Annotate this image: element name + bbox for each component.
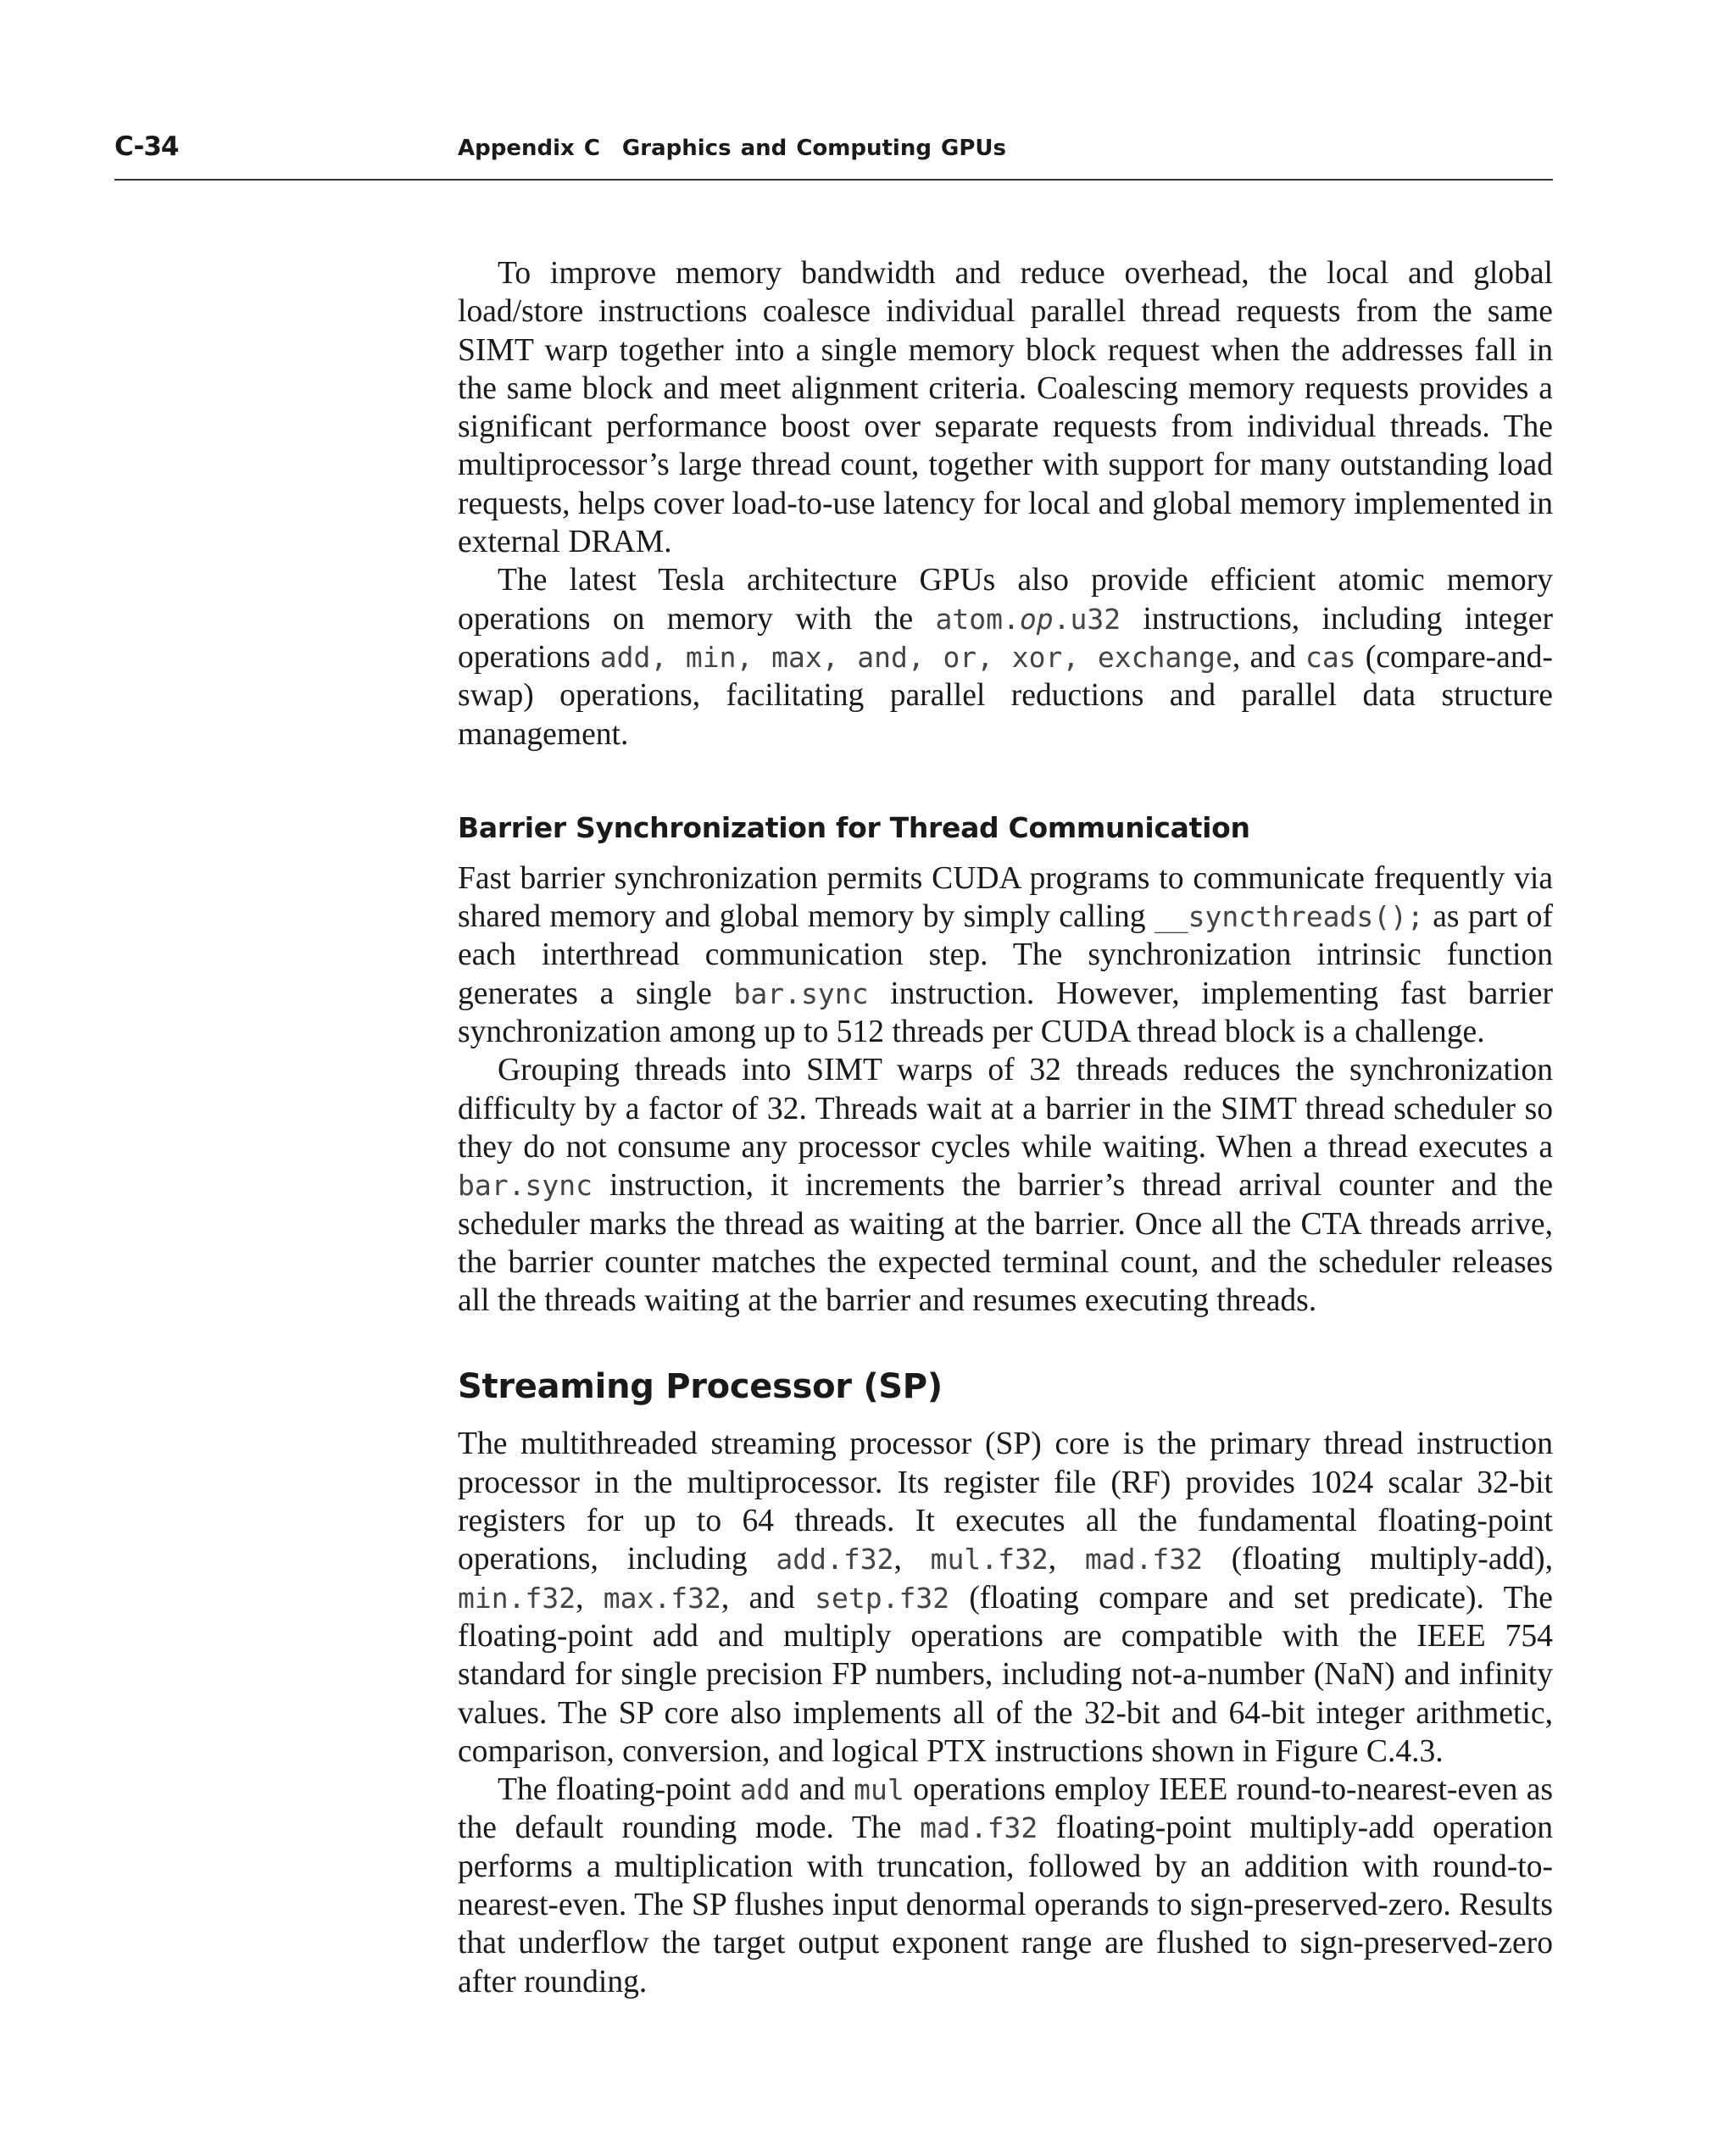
code-op: op: [1019, 602, 1054, 636]
paragraph-simt-warps: Grouping threads into SIMT warps of 32 threads reduces the synchronization difficulty by a factor of 32. Threads wait at a barrier in the SIMT thread scheduler so they do not consume any processor cycles while waiting. When a thread executes a bar.sync instruction, it increments the barrier’s thread arrival counter and the scheduler marks the thread as waiting at the barrier. Once all the CTA threads arrive, the barrier counter matches the expected terminal count, and the scheduler releases all the threads waiting at the barrier and resumes executing threads.: [458, 1053, 1553, 1319]
code-min-f32: min.f32: [458, 1581, 576, 1615]
code-bar-sync: bar.sync: [733, 976, 869, 1010]
paragraph-coalescing: To improve memory bandwidth and reduce overhead, the local and global load/store instructions coalesce individual parallel thread requests from the same SIMT warp together into a single memory block request when the addresses fall in the same block and meet alignment criteria. Coalescing memory requests provides a significant performance boost over separate requests from individual threads. The multiprocessor’s large thread count, together with support for many outstanding load requests, helps cover load-to-use latency for local and global memory implemented in external DRAM.: [458, 256, 1553, 560]
page-number: C-34: [114, 131, 179, 162]
code-add-f32: add.f32: [776, 1543, 894, 1577]
paragraph-rounding: The floating-point add and mul operations employ IEEE round-to-nearest-even as the default rounding mode. The mad.f32 floating-point multiply-add operation performs a multiplication with truncation, followed by an addition with round-to-nearest-even. The SP flushes input denormal operands to sign-preserved-zero. Results that underflow the target output exponent range are flushed to sign-preserved-zero after rounding.: [458, 1772, 1554, 1999]
section-head-streaming-processor: Streaming Processor (SP): [458, 1367, 943, 1407]
paragraph-atomic-ops: The latest Tesla architecture GPUs also provide efficient atomic memory operations on memory with the atom.op.u32 instructions, including integer operations add, min, max, and, or, xor, exchange, and cas (compare-and-swap) operations, facilitating parallel reductions and parallel data structure management.: [458, 563, 1553, 752]
header-rule: [114, 179, 1553, 181]
code-and: and: [857, 640, 908, 674]
code-mad-f32: mad.f32: [1084, 1543, 1203, 1577]
code-mul-f32: mul.f32: [930, 1543, 1049, 1577]
running-header: [0, 0, 1736, 186]
paragraph-sp-core: The multithreaded streaming processor (SP) core is the primary thread instruction processor in the multiprocessor. Its register file (RF) provides 1024 scalar 32-bit registers for up to 64 threads. It executes all the fundamental floating-point operations, including add.f32, mul.f32, mad.f32 (floating multiply-add), min.f32, max.f32, and setp.f32 (floating compare and set predicate). The floating-point add and multiply operations are compatible with the IEEE 754 standard for single precision FP numbers, including not-a-number (NaN) and infinity values. The SP core also implements all of the 32-bit and 64-bit integer arithmetic, comparison, conversion, and logical PTX instructions shown in Figure C.4.3.: [458, 1426, 1553, 1769]
body-text: [458, 254, 1553, 2001]
code-add: add: [739, 1773, 791, 1807]
paragraph-barrier-sync: Fast barrier synchronization permits CUDA programs to communicate frequently via shared memory and global memory by simply calling __syncthreads(); as part of each interthread communication step. The synchronization intrinsic function generates a single bar.sync instruction. However, implementing fast barrier synchronization among up to 512 threads per CUDA thread block is a challenge.: [458, 860, 1553, 1050]
code-mul: mul: [854, 1773, 904, 1807]
appendix-label: Appendix C: [458, 136, 600, 161]
code-exchange: exchange: [1097, 640, 1232, 674]
code-u32: .u32: [1053, 602, 1121, 636]
code-bar-sync: bar.sync: [458, 1169, 593, 1203]
code-atom: atom.: [935, 602, 1020, 636]
code-max: max: [771, 640, 822, 674]
code-add: add: [599, 640, 651, 674]
code-xor: xor: [1011, 640, 1063, 674]
code-max-f32: max.f32: [603, 1581, 721, 1615]
code-syncthreads: __syncthreads();: [1154, 900, 1424, 934]
code-cas: cas: [1305, 640, 1356, 674]
chapter-title: Graphics and Computing GPUs: [621, 136, 1006, 161]
code-mad-f32: mad.f32: [920, 1811, 1038, 1845]
subhead-barrier-sync: Barrier Synchronization for Thread Communication: [458, 810, 1250, 844]
running-head: [458, 136, 1006, 161]
code-min: min: [685, 640, 737, 674]
code-or: or: [943, 640, 977, 674]
code-setp-f32: setp.f32: [815, 1581, 950, 1615]
